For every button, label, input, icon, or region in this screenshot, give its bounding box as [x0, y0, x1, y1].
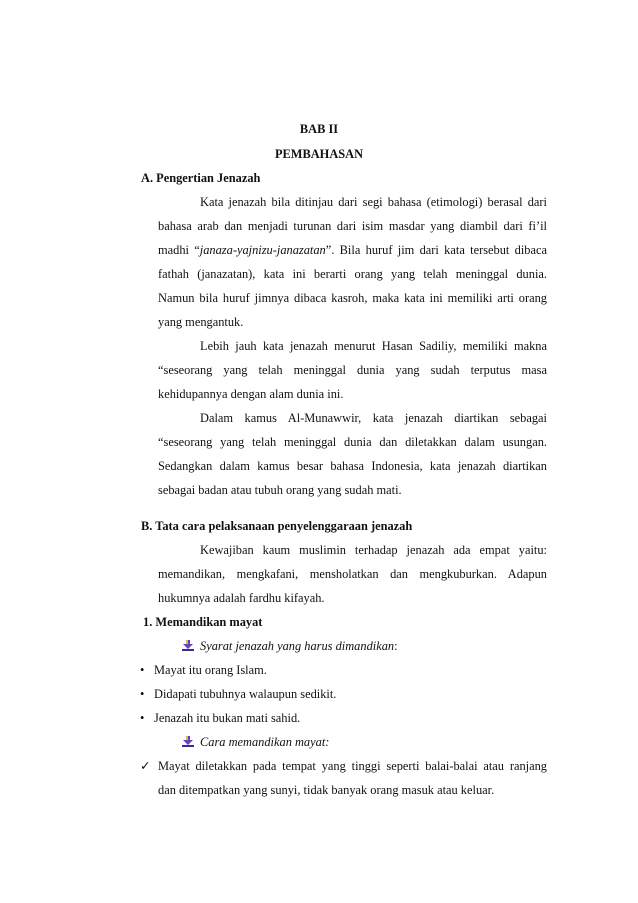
paragraph-line: Kewajiban kaum muslimin terhadap jenazah ada empat yaitu:	[200, 543, 547, 557]
bullet-icon: •	[140, 663, 145, 677]
arrow-icon	[182, 736, 194, 747]
text-span: madhi “	[158, 243, 200, 257]
paragraph-line: Lebih jauh kata jenazah menurut Hasan Sadiliy, memiliki makna	[200, 339, 547, 353]
paragraph-line	[158, 242, 547, 258]
check-icon: ✓	[140, 759, 151, 773]
list-item-text: Jenazah itu bukan mati sahid.	[154, 711, 301, 725]
paragraph-line: “seseorang yang telah meninggal dunia yang sudah terputus masa	[158, 363, 547, 377]
subsection-1-heading: 1. Memandikan mayat	[143, 615, 263, 629]
chapter-title: PEMBAHASAN	[274, 147, 364, 161]
paragraph-line: fathah (janazatan), kata ini berarti orang yang telah meninggal dunia.	[158, 267, 547, 281]
paragraph-line: hukumnya adalah fardhu kifayah.	[158, 591, 325, 605]
chapter-number: BAB II	[299, 122, 339, 136]
list-item-text: Mayat itu orang Islam.	[154, 663, 267, 677]
syarat-title	[200, 638, 398, 654]
paragraph-line: memandikan, mengkafani, mensholatkan dan mengkuburkan. Adapun	[158, 567, 547, 581]
syarat-title-text: Syarat jenazah yang harus dimandikan	[200, 639, 395, 653]
bullet-icon: •	[140, 687, 145, 701]
paragraph-line: sebagai badan atau tubuh orang yang sudah mati.	[158, 483, 402, 497]
paragraph-line: kehidupannya dengan alam dunia ini.	[158, 387, 344, 401]
check-item-continuation: dan ditempatkan yang sunyi, tidak banyak orang masuk atau keluar.	[158, 783, 495, 797]
paragraph-line: Dalam kamus Al-Munawwir, kata jenazah diartikan sebagai	[200, 411, 547, 425]
check-item	[140, 758, 547, 774]
paragraph-line: Namun bila huruf jimnya dibaca kasroh, maka kata ini memiliki arti orang	[158, 291, 547, 305]
bullet-icon: •	[140, 711, 145, 725]
section-a-heading: A. Pengertian Jenazah	[141, 171, 261, 185]
text-span: ”. Bila huruf jim dari kata tersebut dibaca	[325, 243, 547, 257]
list-item-text: Didapati tubuhnya walaupun sedikit.	[154, 687, 337, 701]
cara-title: Cara memandikan mayat:	[200, 735, 330, 749]
colon-text: :	[394, 639, 398, 653]
check-item-text: Mayat diletakkan pada tempat yang tinggi seperti balai-balai atau ranjang	[158, 759, 547, 773]
paragraph-line: Kata jenazah bila ditinjau dari segi bahasa (etimologi) berasal dari	[200, 195, 547, 209]
section-b-heading: B. Tata cara pelaksanaan penyelenggaraan jenazah	[141, 519, 413, 533]
list-item	[140, 662, 267, 678]
arrow-icon	[182, 640, 194, 651]
paragraph-line: bahasa arab dan menjadi turunan dari isim masdar yang diambil dari fi’il	[158, 219, 547, 233]
paragraph-line: “seseorang yang telah meninggal dunia dan diletakkan dalam usungan.	[158, 435, 547, 449]
list-item	[140, 710, 300, 726]
italic-term: janaza-yajnizu-janazatan	[199, 243, 326, 257]
list-item	[140, 686, 336, 702]
paragraph-line: Sedangkan dalam kamus besar bahasa Indonesia, kata jenazah diartikan	[158, 459, 547, 473]
paragraph-line: yang mengantuk.	[158, 315, 244, 329]
